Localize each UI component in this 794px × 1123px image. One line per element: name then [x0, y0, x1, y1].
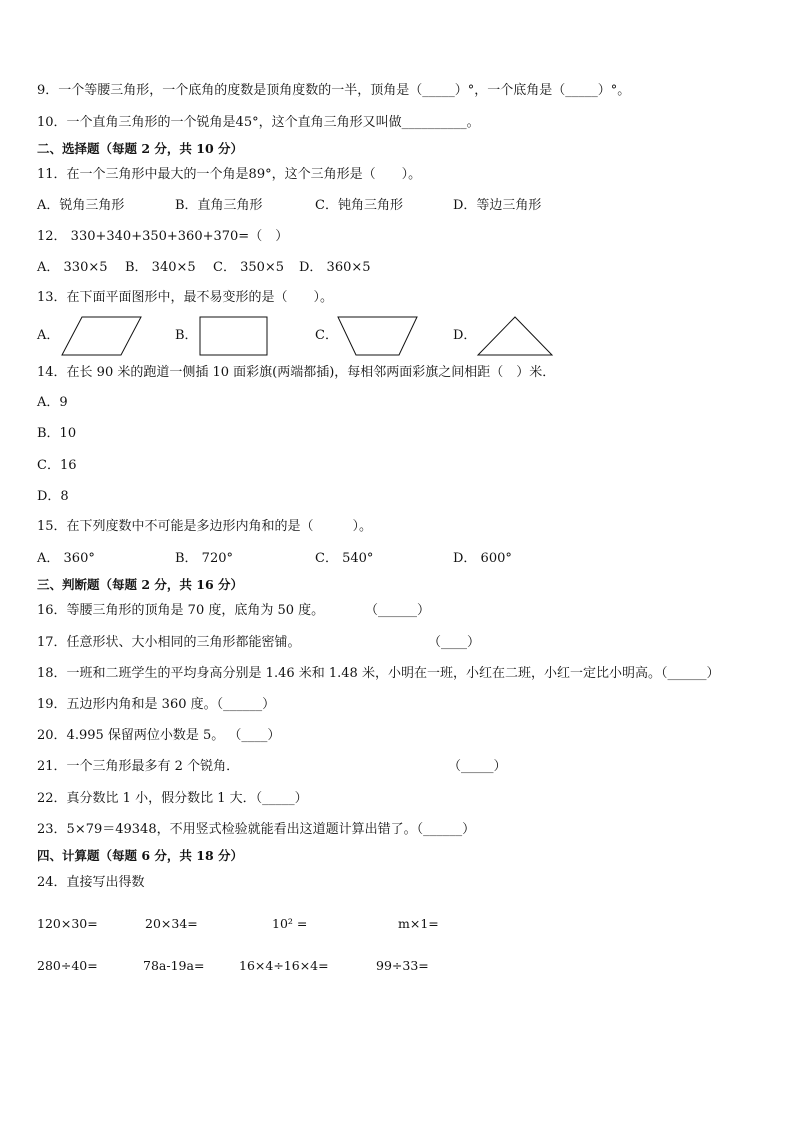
parallelogram-shape: [60, 316, 144, 358]
question-13: 13．在下面平面图形中，最不易变形的是（ ）。: [37, 290, 334, 305]
question-21: 21．一个三角形最多有 2 个锐角．: [37, 759, 240, 774]
section-choice-heading: 二、选择题（每题 2 分，共 10 分）: [37, 141, 244, 156]
q12-option-b: B． 340×5: [125, 260, 196, 275]
q14-option-d: D．8: [37, 489, 69, 504]
q13-option-a: A．: [37, 328, 60, 343]
q15-option-c: C． 540°: [315, 551, 374, 566]
question-17: 17．任意形状、大小相同的三角形都能密铺。: [37, 635, 301, 650]
calc-item: m×1=: [398, 916, 439, 931]
q13-option-b: B．: [175, 328, 198, 343]
rectangle-shape: [198, 316, 270, 358]
question-20: 20．4.995 保留两位小数是 5。 （____）: [37, 728, 281, 743]
q12-option-a: A． 330×5: [37, 260, 108, 275]
question-10: 10．一个直角三角形的一个锐角是45°，这个直角三角形又叫做__________。: [37, 115, 480, 130]
question-22: 22．真分数比 1 小，假分数比 1 大．（_____）: [37, 791, 308, 806]
q12-option-d: D． 360×5: [299, 260, 371, 275]
q13-option-c: C．: [315, 328, 338, 343]
calc-item: 10² =: [272, 916, 308, 931]
question-16: 16．等腰三角形的顶角是 70 度，底角为 50 度。: [37, 603, 325, 618]
calc-item: 78a-19a=: [143, 958, 205, 973]
question-15: 15．在下列度数中不可能是多边形内角和的是（ ）。: [37, 519, 373, 534]
question-23: 23．5×79＝49348，不用竖式检验就能看出这道题计算出错了。（______）: [37, 822, 476, 837]
q14-option-a: A．9: [37, 395, 68, 410]
q15-option-a: A． 360°: [37, 551, 95, 566]
calc-item: 20×34=: [145, 916, 198, 931]
calc-item: 120×30=: [37, 916, 98, 931]
q11-option-c: C．钝角三角形: [315, 198, 403, 213]
q14-option-c: C．16: [37, 458, 77, 473]
q21-answer-blank: （_____）: [448, 759, 507, 774]
q12-option-c: C． 350×5: [213, 260, 285, 275]
question-24: 24．直接写出得数: [37, 875, 145, 890]
question-11: 11．在一个三角形中最大的一个角是89°，这个三角形是（ ）。: [37, 167, 422, 182]
section-calculation-heading: 四、计算题（每题 6 分，共 18 分）: [37, 848, 244, 863]
calc-item: 280÷40=: [37, 958, 98, 973]
question-18: 18．一班和二班学生的平均身高分别是 1.46 米和 1.48 米，小明在一班，小红在二班，小红一定比小明高。（______）: [37, 666, 720, 681]
triangle-shape: [475, 316, 555, 358]
q15-option-d: D． 600°: [453, 551, 512, 566]
q13-option-d: D．: [453, 328, 477, 343]
question-12: 12． 330+340+350+360+370=（ ）: [37, 229, 289, 244]
section-judgement-heading: 三、判断题（每题 2 分，共 16 分）: [37, 577, 244, 592]
question-14: 14．在长 90 米的跑道一侧插 10 面彩旗(两端都插)，每相邻两面彩旗之间相距（ ）米．: [37, 365, 556, 380]
q16-answer-blank: （______）: [365, 603, 431, 618]
question-19: 19．五边形内角和是 360 度。（______）: [37, 697, 276, 712]
q15-option-b: B． 720°: [175, 551, 233, 566]
question-9: 9．一个等腰三角形，一个底角的度数是顶角度数的一半，顶角是（_____）°，一个底角是（_____）°。: [37, 83, 631, 98]
q14-option-b: B．10: [37, 426, 77, 441]
calc-item: 16×4÷16×4=: [239, 958, 329, 973]
trapezoid-shape: [336, 316, 420, 358]
calc-item: 99÷33=: [376, 958, 429, 973]
q11-option-a: A．锐角三角形: [37, 198, 125, 213]
q11-option-b: B．直角三角形: [175, 198, 263, 213]
q11-option-d: D．等边三角形: [453, 198, 542, 213]
q17-answer-blank: （____）: [428, 635, 481, 650]
